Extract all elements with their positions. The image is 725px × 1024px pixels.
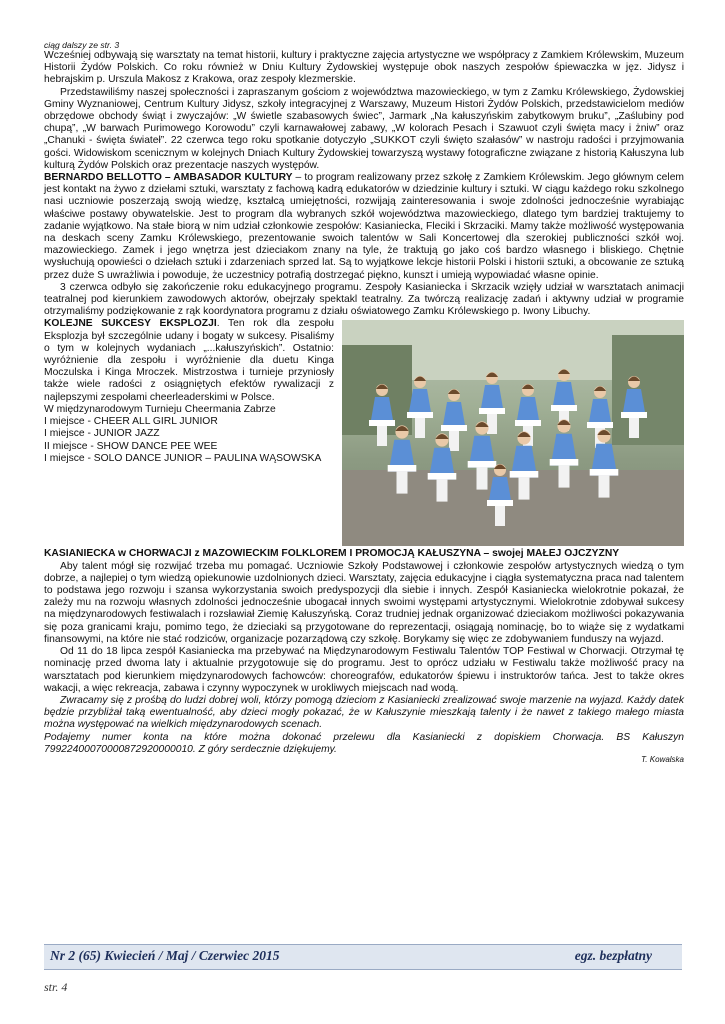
author-signature: T. Kowalska [641,754,684,764]
heading-bellotto: BERNARDO BELLOTTO – AMBASADOR KULTURY [44,172,293,184]
tournament-name: W międzynarodowym Turnieju Cheermania Zabrze [44,403,276,415]
result-item: II miejsce - SHOW DANCE PEE WEE [44,440,218,452]
appeal-block [44,695,684,756]
eksplozja-text: . Ten rok dla zespołu Eksplozja był szczególnie udany i bogaty w sukcesy. Pisaliśmy o tym w kolejnych wydaniach „...kałuszyńskich”. Ostatnio: wyróżnienie dla zespołu i wyróżnienie dla duetu Kinga Moczulska i Kinga Mroczek. Mistrzostwa i turnieje przyniosły także wiele radości z osiągniętych efektów rywalizacji z najlepszymi zespołami cheerleaderskimi w Polsce. [44,318,334,403]
heading-eksplozja: KOLEJNE SUKCESY EKSPLOZJI [44,318,217,330]
result-item: I miejsce - CHEER ALL GIRL JUNIOR [44,416,218,428]
paragraph-workshops: Wcześniej odbywają się warsztaty na temat historii, kultury i praktyczne zajęcia artystyczne we współpracy z Zamkiem Królewskim, Muzeum Historii Żydów Polskich. Co roku również w Dniu Kultury Żydowskiej występuje obok naszych zespołów śpiewaczka w jęz. Jidysz i hebrajskim p. Urszula Makosz z Krakowa, oraz zespoły klezmerskie. [44,50,684,86]
paragraph-june-3: 3 czerwca odbyło się zakończenie roku edukacyjnego programu. Zespoły Kasianiecka i Skrzacik wzięły udział w warsztatach animacji teatralnej pod kierunkiem zawodowych aktorów, obejrzały spektakl teatralny. Za twórczą realizację zadań i aktywny udział w programie otrzymaliśmy podziękowanie z rąk koordynatora programu z działu oświatowego Zamku Królewskiego p. Iwony Libuchy. [44,281,684,318]
article-page [44,40,684,764]
heading-croatia: KASIANIECKA w CHORWACJI z MAZOWIECKIM FOLKLOREM I PROMOCJĄ KAŁUSZYNA – swojej MAŁEJ OJCZYZNY [44,548,620,560]
paragraph-account: Podajemy numer konta na które można dokonać przelewu dla Kasianiecki z dopiskiem Chorwacja. BS Kałuszyn 79922400070000872920000010. Z góry serdecznie dziękujemy. [44,731,684,755]
paragraph-celebrations: Przedstawiliśmy naszej społeczności i zapraszanym gościom z województwa mazowieckiego, w tym z Zamku Królewskiego, Żydowskiej Gminy Wyznaniowej, Centrum Kultury Jidysz, szkoły integracyjnej z Warszawy, Muzeum Histori Żydów Polskich, przedstawicielom mediów obrzędowe obchody świąt i zwyczajów: „W świetle szabasowych świec”, Jarmark „Na kałuszyńskim zabytkowym bruku”, „Zaślubiny pod chupą”, „W barwach Purimowego Korowodu” czyli karnawałowej zabawy, „W kolorach Pesach i Szawuot czyli święta macy i żniw” oraz „Chanuki - święta świateł”. 22 czerwca tego roku spotkanie dotyczyło „SUKKOT czyli święto szałasów” w nastroju radości i przyjmowania gości. Widowiskom scenicznym w kolejnych Dniach Kultury Żydowskiej towarzyszą wystawy fotograficzne związane z historią Kałuszyna lub kulturą Żydów Polskich oraz prezentacje naszych występów. [44,86,684,171]
paragraph-talent: Aby talent mógł się rozwijać trzeba mu pomagać. Uczniowie Szkoły Podstawowej i członkowie zespołów artystycznych wiedzą o tym dobrze, a najlepiej o tym wiedzą opiekunowie uzdolnionych dzieci. Warsztaty, zajęcia edukacyjne i ciągła systematyczna praca nad talentem to podstawa jego rozwoju i szansa wykorzystania swoich predyspozycji dla siebie i innych. Zespół Kasianiecka wielokrotnie pokazał, że zależy mu na rozwoju własnych zdolności jednocześnie ubogacał innych swoimi występami artystycznymi. Wielokrotnie zdobywał sukcesy na międzynarodowych festiwalach i rozsławiał Ziemię Kałuszyńską. Coraz trudniej jednak organizować dzieciakom możliwości pokazywania się poza granicami kraju, pomimo tego, że dzieciaki są przygotowane do reprezentacji, osiągają nominację, bo to wiąże się z wydatkami finansowymi, na które nie stać rodziców, organizacje pozarządową czy szkołę. Borykamy się więc ze zdobywaniem funduszy na wyjazd. [44,560,684,645]
result-item: I miejsce - JUNIOR JAZZ [44,428,160,440]
bellotto-text: – to program realizowany przez szkołę z Zamkiem Królewskim. Jego głównym celem jest kontakt na żywo z dziełami sztuki, warsztaty z fachową kadrą edukatorów w dziedzinie kultury i sztuki. W ciągu każdego roku szkolnego nasi uczniowie poszerzają swoją wiedzę, kształcą umiejętności, rozwijają zainteresowania i swoje zdolności jednocześnie wyrabiając właściwe postawy obywatelskie. Jest to program dla wybranych szkół województwa mazowieckiego, dlatego tym bardziej traktujemy to zadanie wyjątkowo. Na stałe biorą w nim udział członkowie zespołów: Kasianiecka, Fleciki i Skrzaciki. Mamy także możliwość występowania na deskach sceny Zamku Królewskiego, prezentowanie swoich talentów w Sali Koncertowej dla szerokiej publiczności szkół woj. mazowieckiego. Zamek i jego wnętrza jest dzieciakom znany na tyle, że traktują go jako coś bardzo własnego i bliskiego. Chętnie wysłuchują opowieści o dziełach sztuki i zdarzeniach sprzed lat. Są to wyjątkowe lekcje historii Polski i historii sztuki, a obcowanie ze sztuką przez duże S uwrażliwia i powoduje, że uczestnicy potrafią dostrzegać piękno, kunszt i umieją wypowiadać własne opinie. [44,172,685,281]
photo-cheerleaders [342,320,684,546]
footer-bar [44,944,682,970]
photo-illustration [342,320,684,546]
free-copy-label: egz. bezpłatny [574,948,652,963]
issue-label: Nr 2 (65) Kwiecień / Maj / Czerwiec 2015 [50,948,280,963]
continued-note: ciąg dalszy ze str. 3 [44,40,120,50]
paragraph-festival: Od 11 do 18 lipca zespół Kasianiecka ma przebywać na Międzynarodowym Festiwalu Talentów TOP Festiwal w Chorwacji. Otrzymał tę nominację przed dwoma laty i aktualnie przygotowuje się do programu. Jest to oprócz udziału w Festiwalu także możliwość pracy na warsztatach pod kierunkiem międzynarodowych fachowców: choreografów, edukatorów śpiewu i instruktorów tańca. Jest to także okres wakacji, a więc rekreacja, zabawa i czynny wypoczynek w urokliwych miejscach nad wodą. [44,646,684,694]
result-item: I miejsce - SOLO DANCE JUNIOR – PAULINA WĄSOWSKA [44,452,322,464]
paragraph-appeal: Zwracamy się z prośbą do ludzi dobrej woli, którzy pomogą dzieciom z Kasianiecki zrealizować swoje marzenie na wyjazd. Każdy datek będzie przybliżał taką ewentualność, aby dzieci mogły pokazać, że w Kałuszynie mieszkają talenty i że nawet z takiego małego miasta można występować na wielkich międzynarodowych scenach. [44,694,684,731]
page-number: str. 4 [44,980,68,994]
paragraph-bellotto [44,172,684,282]
